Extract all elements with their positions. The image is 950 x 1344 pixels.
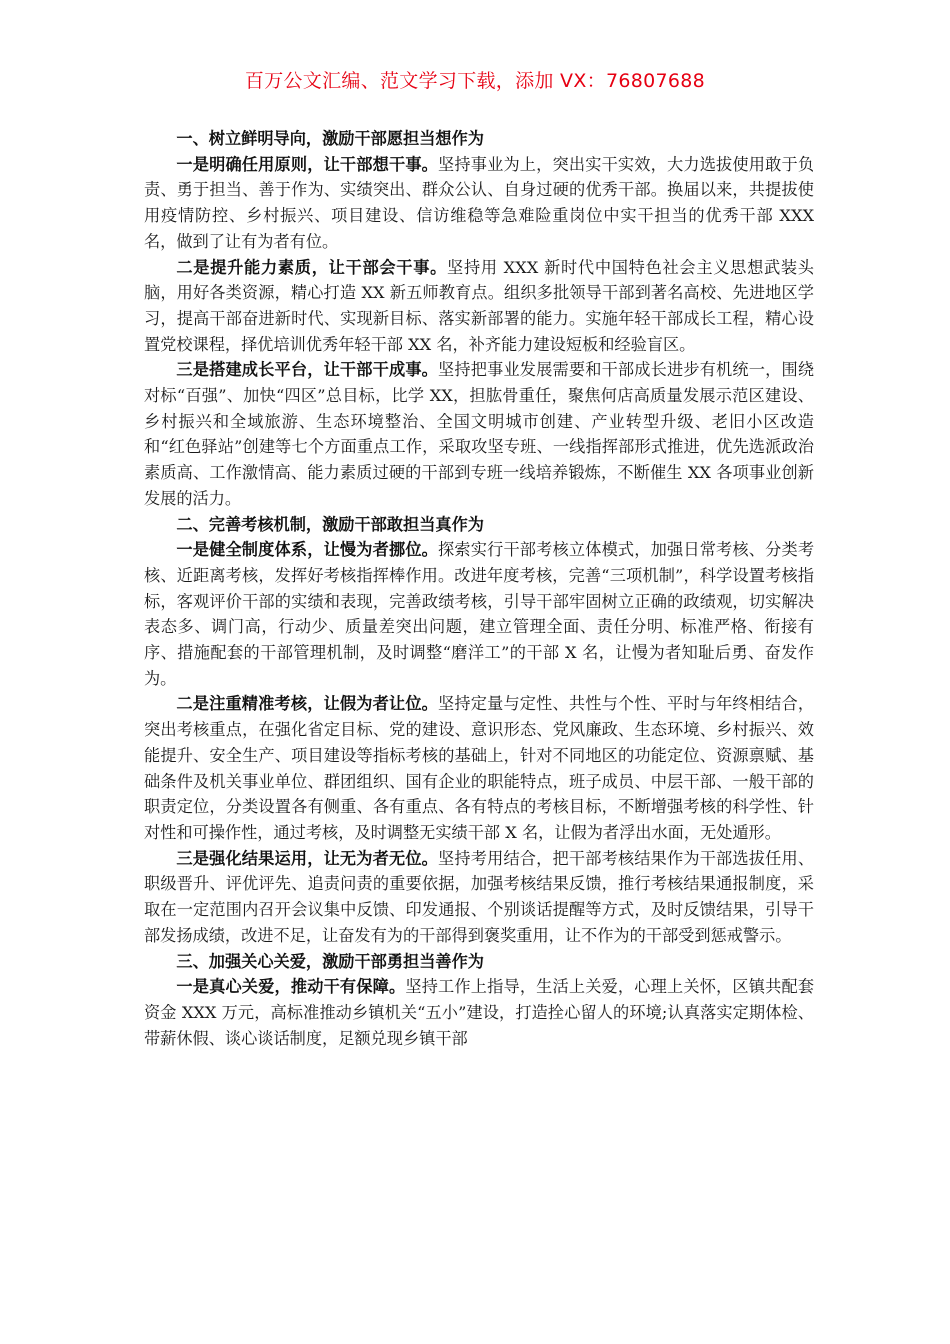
paragraph: [144, 152, 814, 255]
paragraph-text: 探索实行干部考核立体模式，加强日常考核、分类考核、近距离考核，发挥好考核指挥棒作用。改进年度考核，完善“三项机制”，科学设置考核指标，客观评价干部的实绩和表现，完善政绩考核，引导干部牢固树立正确的政绩观，切实解决表态多、调门高，行动少、质量差突出问题，建立管理全面、责任分明、标准严格、衔接有序、措施配套的干部管理机制，及时调整“磨洋工”的干部 X 名，让慢为者知耻后勇、奋发作为。: [144, 540, 815, 688]
paragraph-lead: 一是健全制度体系，让慢为者挪位。: [176, 540, 439, 560]
paragraph: [144, 537, 814, 691]
paragraph-text: 坚持事业为上，突出实干实效，大力选拔使用敢于负责、勇于担当、善于作为、实绩突出、群众公认、自身过硬的优秀干部。换届以来，共提拔使用疫情防控、乡村振兴、项目建设、信访维稳等急难险重岗位中实干担当的优秀干部 XXX 名，做到了让有为者有位。: [144, 154, 815, 251]
paragraph: [144, 357, 814, 511]
paragraph-lead: 二是提升能力素质，让干部会干事。: [176, 257, 448, 277]
section-heading: 一、树立鲜明导向，激励干部愿担当想作为: [176, 129, 484, 148]
paragraph-lead: 一是真心关爱，推动干有保障。: [176, 977, 406, 997]
section-heading: 三、加强关心关爱，激励干部勇担当善作为: [176, 951, 484, 971]
section-heading: 二、完善考核机制，激励干部敢担当真作为: [176, 514, 484, 534]
paragraph: [144, 691, 814, 845]
paragraph-text: 坚持把事业发展需要和干部成长进步有机统一，围绕对标“百强”、加快“四区”总目标，比学 XX，担肱骨重任，聚焦何店高质量发展示范区建设、乡村振兴和全域旅游、生态环境整治、全国文明城市创建、产业转型升级、老旧小区改造和“红色驿站”创建等七个方面重点工作，采取攻坚专班、一线指挥部形式推进，优先选派政治素质高、工作激情高、能力素质过硬的干部到专班一线培养锻炼，不断催生 XX 各项事业创新发展的活力。: [144, 360, 815, 508]
paragraph-text: 坚持定量与定性、共性与个性、平时与年终相结合，突出考核重点，在强化省定目标、党的建设、意识形态、党风廉政、生态环境、乡村振兴、效能提升、安全生产、项目建设等指标考核的基础上，针对不同地区的功能定位、资源禀赋、基础条件及机关事业单位、群团组织、国有企业的职能特点，班子成员、中层干部、一般干部的职责定位，分类设置各有侧重、各有重点、各有特点的考核目标，不断增强考核的科学性、针对性和可操作性，通过考核，及时调整无实绩干部 X 名，让假为者浮出水面，无处遁形。: [144, 694, 815, 842]
paragraph-text: 坚持考用结合，把干部考核结果作为干部选拔任用、职级晋升、评优评先、追责问责的重要依据，加强考核结果反馈，推行考核结果通报制度，采取在一定范围内召开会议集中反馈、印发通报、个别谈话提醒等方式，及时反馈结果，引导干部发扬成绩，改进不足，让奋发有为的干部得到褒奖重用，让不作为的干部受到惩戒警示。: [144, 848, 815, 945]
paragraph-lead: 一是明确任用原则，让干部想干事。: [176, 154, 439, 174]
watermark-banner: 百万公文汇编、范文学习下载，添加 VX：76807688: [244, 70, 706, 92]
paragraph: [144, 974, 814, 1051]
paragraph: [144, 255, 814, 358]
paragraph-text: 坚持工作上指导，生活上关爱，心理上关怀，区镇共配套资金 XXX 万元，高标准推动乡镇机关“五小”建设，打造拴心留人的环境;认真落实定期体检、带薪休假、谈心谈话制度，足额兑现乡镇干部: [144, 977, 815, 1048]
paragraph-lead: 三是强化结果运用，让无为者无位。: [176, 848, 439, 868]
paragraph: [144, 846, 814, 949]
document-body: [144, 126, 814, 1051]
paragraph-text: 坚持用 XXX 新时代中国特色社会主义思想武装头脑，用好各类资源，精心打造 XX 新五师教育点。组织多批领导干部到著名高校、先进地区学习，提高干部奋进新时代、实现新目标、落实新部署的能力。实施年轻干部成长工程，精心设置党校课程，择优培训优秀年轻干部 XX 名，补齐能力建设短板和经验盲区。: [144, 257, 814, 354]
paragraph-lead: 二是注重精准考核，让假为者让位。: [176, 694, 439, 714]
paragraph-lead: 三是搭建成长平台，让干部干成事。: [176, 360, 439, 380]
